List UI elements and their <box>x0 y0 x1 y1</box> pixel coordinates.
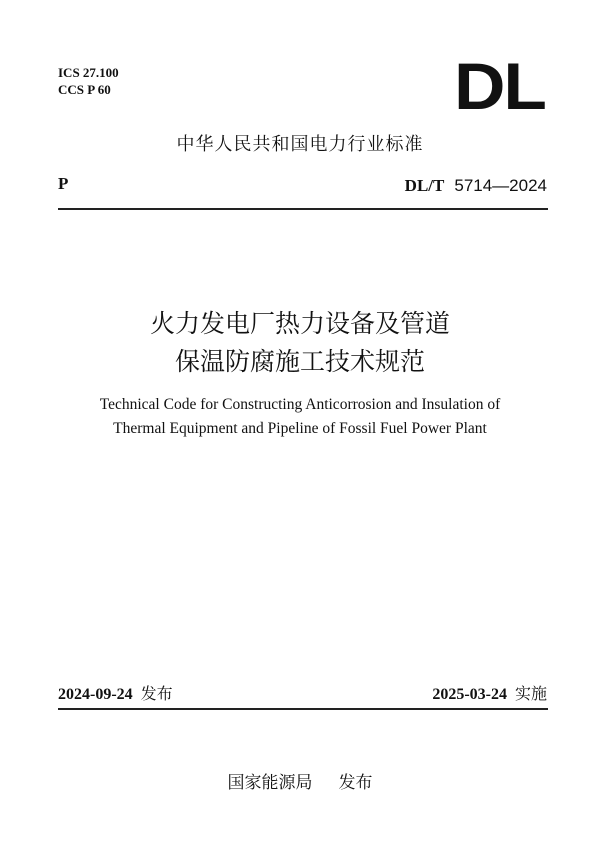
effective-date: 2025-03-24 <box>432 686 507 703</box>
classification-codes <box>58 64 119 98</box>
issue-date-block <box>58 681 173 704</box>
title-cn-line1: 火力发电厂热力设备及管道 <box>149 309 450 338</box>
title-en-line1: Technical Code for Constructing Anticorrosion and Insulation of <box>99 396 501 413</box>
publish-label: 发布 <box>338 773 373 793</box>
issue-date: 2024-09-24 <box>58 686 133 703</box>
title-cn-line2: 保温防腐施工技术规范 <box>174 347 425 376</box>
ics-code: ICS 27.100 <box>58 65 119 80</box>
industry-standard-heading: 中华人民共和国电力行业标准 <box>176 134 424 155</box>
standard-prefix: DL/T <box>404 176 445 195</box>
title-en-line2: Thermal Equipment and Pipeline of Fossil Fuel Power Plant <box>113 420 487 437</box>
effective-date-block <box>432 681 547 704</box>
top-divider <box>58 208 548 210</box>
standard-code: 5714—2024 <box>454 176 547 195</box>
ccs-code: CCS P 60 <box>58 82 111 97</box>
publisher-block <box>0 768 600 793</box>
category-code: P <box>58 174 69 193</box>
dl-logo: DL <box>454 49 545 123</box>
publisher-name: 国家能源局 <box>227 773 313 793</box>
issue-label: 发布 <box>140 684 173 703</box>
effective-label: 实施 <box>514 684 547 703</box>
bottom-divider <box>58 708 548 710</box>
standard-number <box>405 176 547 196</box>
